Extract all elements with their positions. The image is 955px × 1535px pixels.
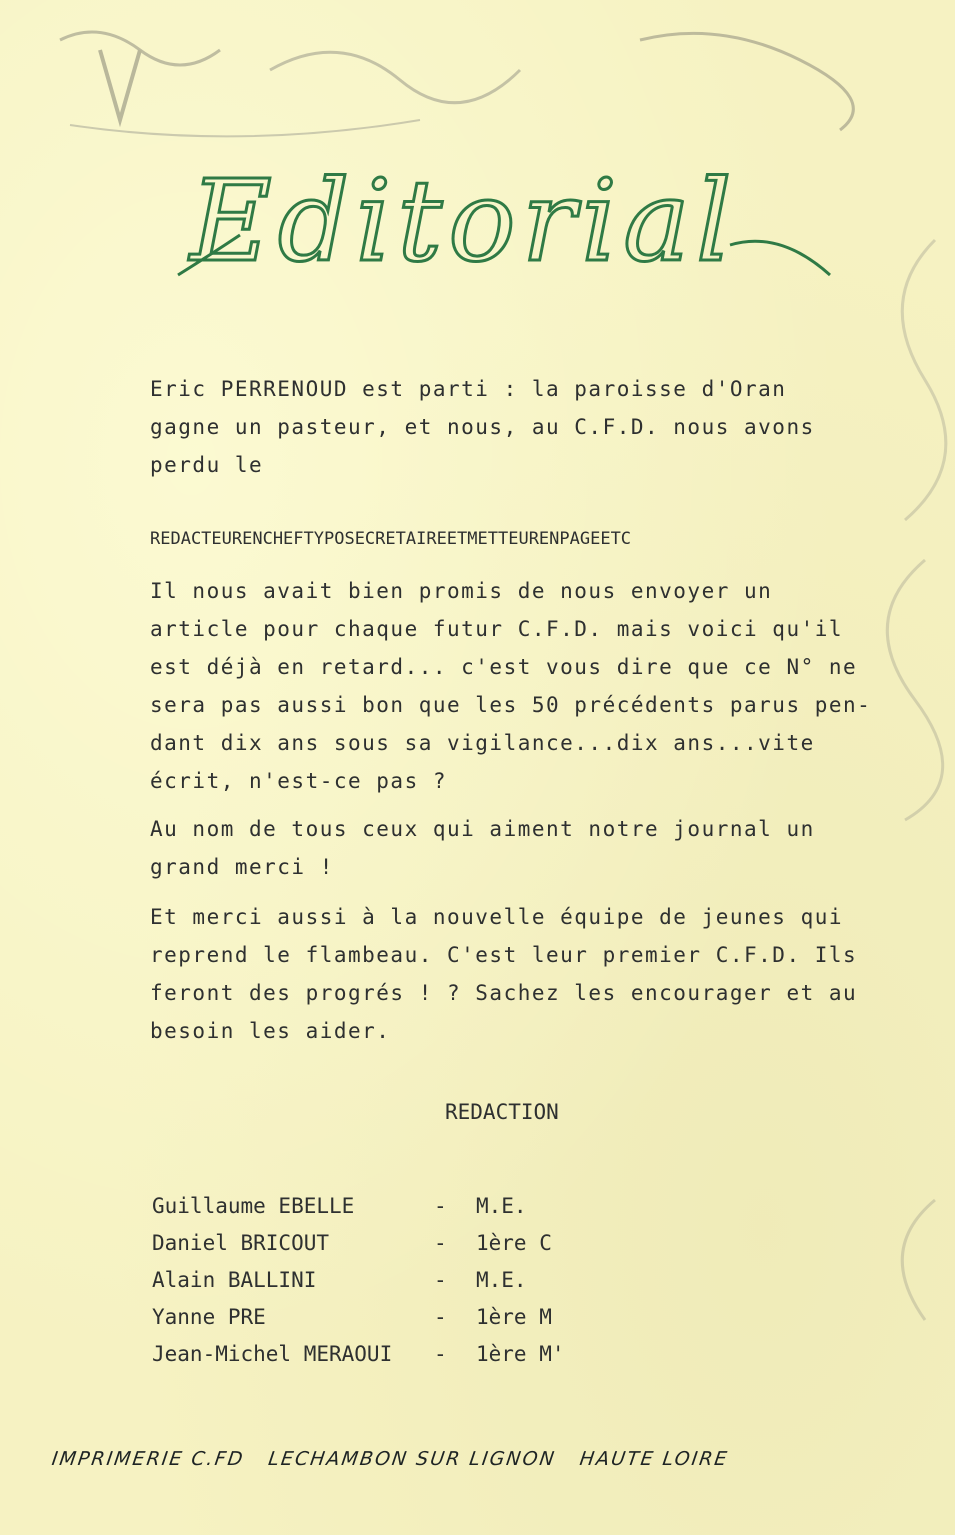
staff-dash: - xyxy=(434,1342,447,1366)
staff-class: M.E. xyxy=(476,1194,527,1218)
staff-row xyxy=(152,1336,672,1373)
paragraph-3: Au nom de tous ceux qui aiment notre journal un grand merci ! xyxy=(150,817,815,879)
staff-name: Daniel BRICOUT xyxy=(152,1231,330,1255)
staff-class: M.E. xyxy=(476,1268,527,1292)
staff-list xyxy=(152,1188,672,1373)
staff-name: Jean-Michel MERAOUI xyxy=(152,1342,393,1366)
staff-name: Guillaume EBELLE xyxy=(152,1194,355,1218)
signature: REDACTION xyxy=(445,1100,559,1124)
title-text: Editorial xyxy=(190,157,738,287)
staff-class: 1ère M' xyxy=(476,1342,565,1366)
caps-line: REDACTEURENCHEFTYPOSECRETAIREETMETTEURENPAGEETC xyxy=(150,529,632,549)
printer-footer: IMPRIMERIE C.FD LECHAMBON SUR LIGNON HAUTE LOIRE xyxy=(50,1448,731,1470)
staff-dash: - xyxy=(434,1231,447,1255)
paragraph-1: Eric PERRENOUD est parti : la paroisse d'Oran gagne un pasteur, et nous, au C.F.D. nous avons perdu le xyxy=(150,377,815,477)
staff-class: 1ère M xyxy=(476,1305,552,1329)
staff-row xyxy=(152,1262,672,1299)
paragraph-4: Et merci aussi à la nouvelle équipe de jeunes qui reprend le flambeau. C'est leur premier C.F.D. Ils feront des progrés ! ? Sachez les encourager et au besoin les aider. xyxy=(150,905,858,1043)
staff-dash: - xyxy=(434,1194,447,1218)
staff-class: 1ère C xyxy=(476,1231,552,1255)
staff-row xyxy=(152,1225,672,1262)
editorial-title xyxy=(170,135,840,305)
paragraph-2: Il nous avait bien promis de nous envoyer un article pour chaque futur C.F.D. mais voici qu'il est déjà en retard... c'est vous dire que ce N° ne sera pas aussi bon que les 50 précédents parus pen- dant dix ans sous sa vigilance...dix ans...vite écrit, n'est-ce pas ? xyxy=(150,579,872,793)
staff-dash: - xyxy=(434,1305,447,1329)
staff-row xyxy=(152,1188,672,1225)
bleed-through-artwork xyxy=(40,10,860,140)
staff-dash: - xyxy=(434,1268,447,1292)
staff-name: Yanne PRE xyxy=(152,1305,266,1329)
staff-name: Alain BALLINI xyxy=(152,1268,317,1292)
staff-row xyxy=(152,1299,672,1336)
